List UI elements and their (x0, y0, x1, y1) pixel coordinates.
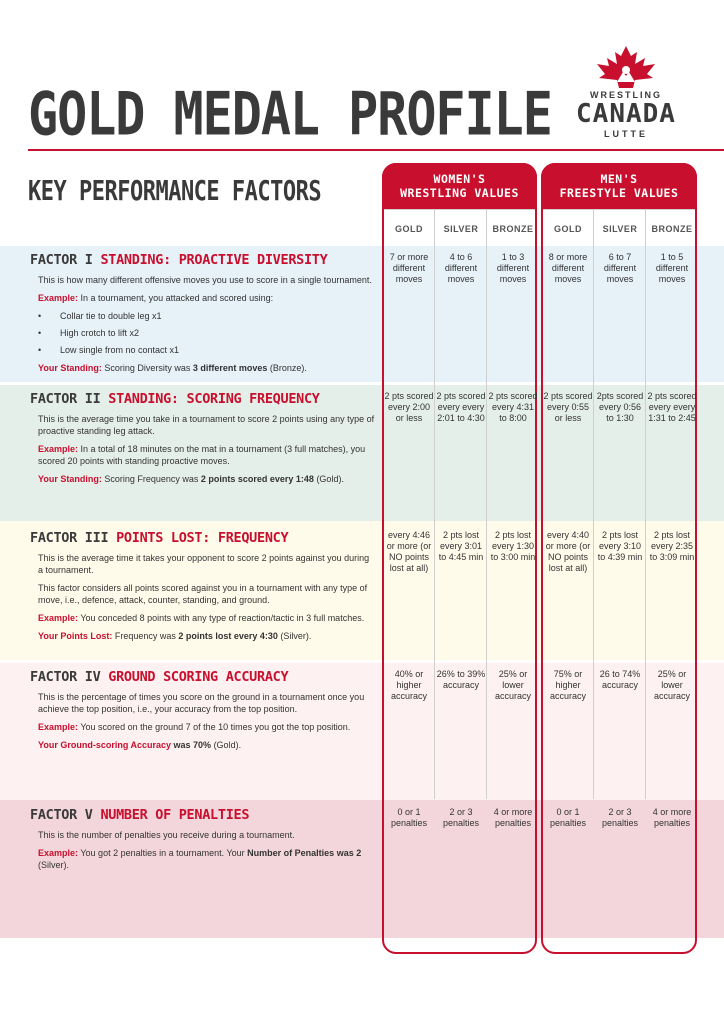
factor-4 (30, 669, 375, 757)
result-text: Scoring Diversity was (101, 363, 193, 373)
factor-2-example (38, 443, 375, 467)
factor-1-name: STANDING: PROACTIVE DIVERSITY (100, 252, 328, 268)
f1-women-gold: 7 or more different moves (389, 252, 429, 284)
men-col-divider-1 (593, 209, 594, 799)
example-value: Number of Penalties was 2 (247, 848, 362, 858)
f3-women-silver: 2 pts lost every 3:01 to 4:45 min (438, 530, 484, 562)
example-label: Example: (38, 444, 79, 454)
f2-men-bronze: 2 pts scored every every 1:31 to 2:45 (647, 391, 697, 423)
men-header-rule (543, 209, 695, 210)
logo-text-lutte: LUTTE (604, 129, 648, 139)
f3-men-silver: 2 pts lost every 3:10 to 4:39 min (597, 530, 643, 562)
factor-5-number: FACTOR V (30, 807, 101, 823)
factor-5-description: This is the number of penalties you receive during a tournament. (38, 830, 295, 840)
example-text: In a tournament, you attacked and scored using: (78, 293, 274, 303)
factor-2-description: This is the average time you take in a tournament to score 2 points using any type of proactive standing leg attack. (38, 414, 375, 436)
example-text: In a total of 18 minutes on the mat in a tournament (3 full matches), you scored 20 points with standing proactive moves. (38, 444, 366, 466)
factor-4-example (38, 721, 375, 733)
list-item: • Low single from no contact x1 (38, 344, 375, 356)
result-suffix: (Silver). (277, 631, 312, 641)
f4-men-bronze: 25% or lower accuracy (653, 669, 690, 701)
title-divider (28, 149, 724, 151)
logo-text-canada: CANADA (576, 99, 676, 129)
result-label: Your Ground-scoring Accuracy (38, 740, 172, 750)
f4-men-gold: 75% or higher accuracy (549, 669, 586, 701)
women-bronze-heading: BRONZE (492, 224, 534, 234)
result-value: 2 points scored every 1:48 (200, 474, 314, 484)
f5-men-gold: 0 or 1 penalties (549, 807, 587, 828)
factor-2-number: FACTOR II (30, 391, 109, 407)
f1-men-silver: 6 to 7 different moves (603, 252, 637, 284)
factor-5-example (38, 847, 375, 871)
factor-1-description: This is how many different offensive moves you use to score in a single tournament. (38, 275, 372, 285)
example-label: Example: (38, 613, 79, 623)
result-value: 70% (193, 740, 212, 750)
factor-4-description: This is the percentage of times you score on the ground in a tournament once you achieve the top position, i.e., your accuracy from the top position. (38, 692, 365, 714)
f2-men-silver: 2pts scored every 0:56 to 1:30 (596, 391, 644, 423)
example-suffix: (Silver). (38, 860, 69, 870)
f1-women-bronze: 1 to 3 different moves (496, 252, 530, 284)
result-suffix: (Gold). (211, 740, 242, 750)
example-text: You scored on the ground 7 of the 10 times you got the top position. (78, 722, 351, 732)
example-label: Example: (38, 848, 79, 858)
factor-1 (30, 252, 375, 380)
factor-1-example (38, 292, 375, 304)
factor-5 (30, 807, 375, 877)
f1-men-gold: 8 or more different moves (548, 252, 588, 284)
result-label: Your Standing: (38, 474, 102, 484)
f2-men-gold: 2 pts scored every 0:55 or less (543, 391, 593, 423)
f5-women-bronze: 4 or more penalties (493, 807, 533, 828)
factor-4-title (30, 669, 375, 685)
factor-1-bullets (38, 310, 375, 356)
factor-4-number: FACTOR IV (30, 669, 109, 685)
f3-women-bronze: 2 pts lost every 1:30 to 3:00 min (490, 530, 536, 562)
f2-women-bronze: 2 pts scored every 4:31 to 8:00 (488, 391, 538, 423)
factor-1-title (30, 252, 375, 268)
list-item: • High crotch to lift x2 (38, 327, 375, 339)
f3-men-gold: every 4:40 or more (or NO points lost at all) (545, 530, 591, 573)
result-text: Frequency was (112, 631, 179, 641)
result-value: 2 points lost every 4:30 (178, 631, 278, 641)
result-label: Your Standing: (38, 363, 102, 373)
f4-women-bronze: 25% or lower accuracy (494, 669, 531, 701)
factor-3-description: This is the average time it takes your opponent to score 2 points against you during a tournament. (38, 553, 370, 575)
f3-men-bronze: 2 pts lost every 2:35 to 3:09 min (649, 530, 695, 562)
factor-3-description-2: This factor considers all points scored against you in a tournament with any type of move, i.e., defence, attack, counter, standing, and ground. (38, 583, 368, 605)
f5-men-silver: 2 or 3 penalties (601, 807, 639, 828)
men-gold-heading: GOLD (554, 224, 582, 234)
men-header-line-2: FREESTYLE VALUES (559, 186, 679, 200)
factor-4-result (38, 739, 375, 751)
f1-men-bronze: 1 to 5 different moves (655, 252, 689, 284)
women-col-divider-1 (434, 209, 435, 799)
f2-women-gold: 2 pts scored every 2:00 or less (384, 391, 434, 423)
women-header-line-1: WOMEN'S (433, 172, 486, 186)
example-text: You conceded 8 points with any type of reaction/tactic in 3 full matches. (78, 613, 365, 623)
factor-3-example (38, 612, 375, 624)
list-item: • Collar tie to double leg x1 (38, 310, 375, 322)
f5-women-gold: 0 or 1 penalties (390, 807, 428, 828)
result-text: was (171, 740, 194, 750)
men-col-divider-2 (645, 209, 646, 799)
page-subtitle: KEY PERFORMANCE FACTORS (28, 176, 322, 208)
f1-women-silver: 4 to 6 different moves (444, 252, 478, 284)
factor-3 (30, 530, 375, 648)
factor-1-number: FACTOR I (30, 252, 101, 268)
page-title: GOLD MEDAL PROFILE (28, 79, 552, 149)
factor-5-title (30, 807, 375, 823)
wrestling-canada-logo (568, 46, 684, 142)
factor-3-title (30, 530, 375, 546)
example-label: Example: (38, 722, 79, 732)
f4-women-silver: 26% to 39% accuracy (436, 669, 486, 690)
factor-2-name: STANDING: SCORING FREQUENCY (108, 391, 320, 407)
factor-2-title (30, 391, 375, 407)
result-value: 3 different moves (192, 363, 268, 373)
factor-5-name: NUMBER OF PENALTIES (100, 807, 250, 823)
factor-2-result (38, 473, 375, 485)
f3-women-gold: every 4:46 or more (or NO points lost at all) (386, 530, 432, 573)
men-header-line-1: MEN'S (600, 172, 638, 186)
result-label: Your Points Lost: (38, 631, 113, 641)
women-silver-heading: SILVER (443, 224, 479, 234)
factor-4-name: GROUND SCORING ACCURACY (108, 669, 289, 685)
women-col-divider-2 (486, 209, 487, 799)
f4-men-silver: 26 to 74% accuracy (599, 669, 641, 690)
women-header-rule (384, 209, 535, 210)
men-silver-heading: SILVER (602, 224, 638, 234)
women-gold-heading: GOLD (395, 224, 423, 234)
result-suffix: (Gold). (313, 474, 344, 484)
f5-women-silver: 2 or 3 penalties (442, 807, 480, 828)
f4-women-gold: 40% or higher accuracy (390, 669, 427, 701)
maple-leaf-icon (591, 46, 661, 88)
factor-3-result (38, 630, 375, 642)
example-text: You got 2 penalties in a tournament. Your (78, 848, 248, 858)
result-text: Scoring Frequency was (101, 474, 201, 484)
example-label: Example: (38, 293, 79, 303)
men-bronze-heading: BRONZE (651, 224, 693, 234)
f2-women-silver: 2 pts scored every every 2:01 to 4:30 (436, 391, 486, 423)
f5-men-bronze: 4 or more penalties (652, 807, 692, 828)
factor-1-result (38, 362, 375, 374)
logo-text-wrestling: WRESTLING (590, 90, 662, 100)
factor-3-number: FACTOR III (30, 530, 117, 546)
factor-2 (30, 391, 375, 491)
factor-3-name: POINTS LOST: FREQUENCY (116, 530, 289, 546)
women-header-line-2: WRESTLING VALUES (400, 186, 519, 200)
result-suffix: (Bronze). (267, 363, 307, 373)
